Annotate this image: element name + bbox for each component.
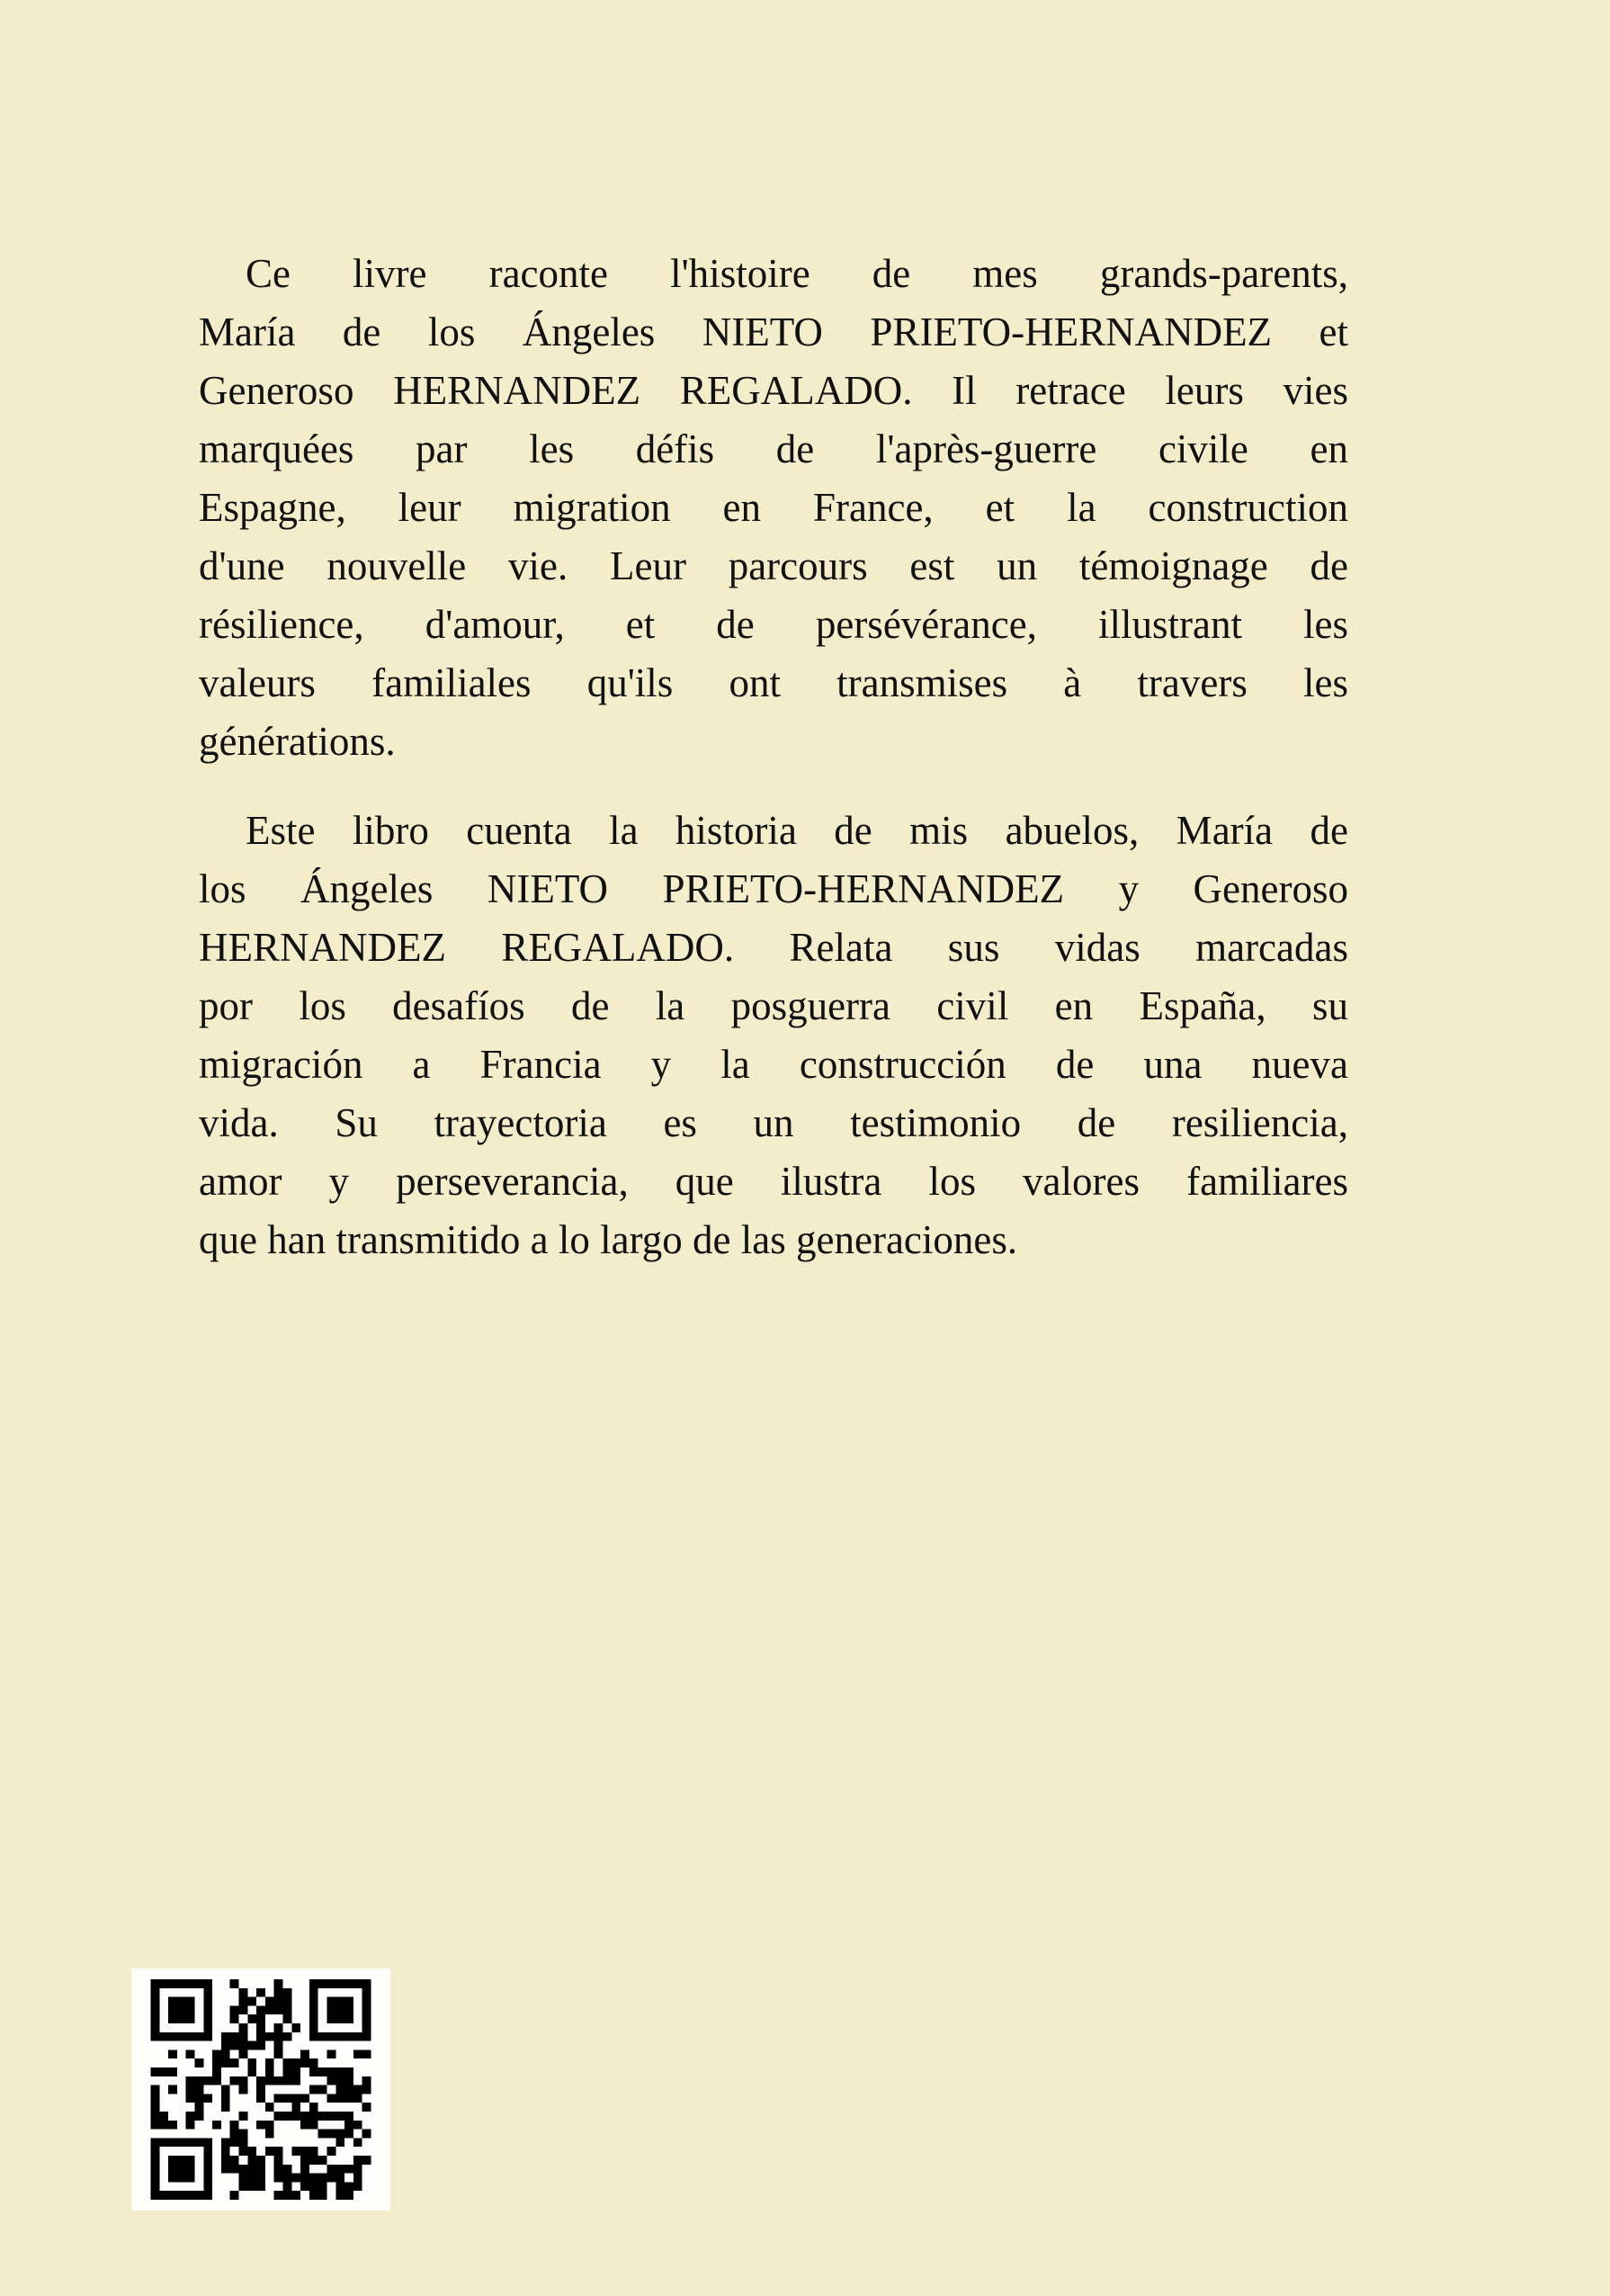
text-line: María de los Ángeles NIETO PRIETO-HERNANDEZ et [199,309,1348,354]
text-line: amor y perseverancia, que ilustra los valores familiares [199,1159,1348,1204]
text-line: marquées par les défis de l'après-guerre civile en [199,426,1348,471]
text-line: résilience, d'amour, et de persévérance, illustrant les [199,602,1348,647]
text-line: por los desafíos de la posguerra civil en España, su [199,983,1348,1028]
text-line: Generoso HERNANDEZ REGALADO. Il retrace leurs vies [199,368,1348,413]
back-cover-text [199,245,1348,1300]
text-line: valeurs familiales qu'ils ont transmises à travers les [199,660,1348,705]
paragraph-french [199,245,1348,771]
text-line: migración a Francia y la construcción de una nueva [199,1042,1348,1087]
text-line: HERNANDEZ REGALADO. Relata sus vidas marcadas [199,925,1348,970]
text-line: vida. Su trayectoria es un testimonio de resiliencia, [199,1100,1348,1145]
text-line: Espagne, leur migration en France, et la construction [199,485,1348,530]
text-line: d'une nouvelle vie. Leur parcours est un témoignage de [199,543,1348,588]
qr-code [131,1969,390,2211]
text-line: Ce livre raconte l'histoire de mes grands-parents, [246,251,1348,296]
paragraph-spanish [199,802,1348,1269]
text-line: Este libro cuenta la historia de mis abuelos, María de [246,808,1348,853]
qr-code-icon [142,1979,380,2200]
text-line: générations. [199,719,396,764]
text-line: que han transmitido a lo largo de las generaciones. [199,1217,1018,1262]
text-line: los Ángeles NIETO PRIETO-HERNANDEZ y Generoso [199,866,1348,911]
